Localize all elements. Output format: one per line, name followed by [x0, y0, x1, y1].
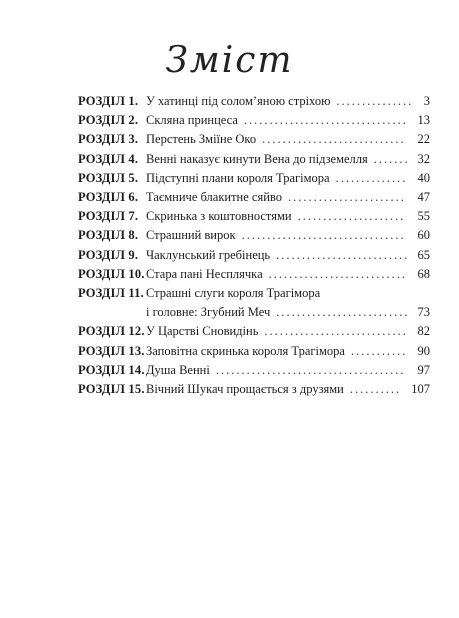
- page-number: 73: [417, 305, 430, 320]
- leader-dots: ..........................: [276, 305, 410, 320]
- leader-dots: .....................................: [215, 362, 406, 377]
- chapter-label: РОЗДІЛ 1.: [78, 94, 139, 108]
- page-number: 90: [417, 343, 430, 358]
- page-number: 22: [417, 132, 430, 147]
- chapter-label: РОЗДІЛ 14.: [78, 362, 145, 377]
- page-number: 68: [417, 266, 430, 281]
- chapter-title: Венні наказує кинути Вена до підземелля: [146, 151, 368, 166]
- page-number: 107: [411, 382, 430, 396]
- toc-entry[interactable]: [78, 207, 430, 226]
- page-number: 55: [417, 209, 430, 224]
- chapter-title: Скляна принцеса: [146, 113, 238, 128]
- chapter-title: Чаклунський гребінець: [146, 247, 271, 262]
- toc-entry[interactable]: [78, 92, 430, 111]
- toc-entry[interactable]: [78, 226, 430, 245]
- chapter-label: РОЗДІЛ 11.: [78, 286, 144, 300]
- toc-entry[interactable]: [78, 322, 430, 341]
- leader-dots: .....................: [297, 209, 406, 224]
- leader-dots: ..............: [335, 170, 408, 185]
- leader-dots: ..........................: [276, 247, 410, 262]
- chapter-label: РОЗДІЛ 3.: [78, 132, 139, 147]
- chapter-title: Душа Венні: [146, 362, 210, 377]
- page-number: 47: [417, 190, 430, 204]
- toc-entry[interactable]: [78, 265, 430, 284]
- toc-entry[interactable]: [78, 342, 430, 361]
- toc-entry[interactable]: [78, 130, 430, 149]
- chapter-title: Страшний вирок: [146, 228, 236, 243]
- page-number: 3: [423, 94, 430, 108]
- toc-entry[interactable]: [78, 188, 430, 207]
- leader-dots: ............................: [262, 132, 406, 147]
- page-number: 32: [417, 151, 430, 166]
- chapter-title: Вічний Шукач прощається з друзями: [146, 382, 344, 396]
- chapter-label: РОЗДІЛ 13.: [78, 343, 145, 358]
- leader-dots: ..........: [349, 382, 402, 396]
- page-number: 60: [417, 228, 430, 243]
- chapter-title: Стара пані Несплячка: [146, 266, 263, 281]
- toc-entry[interactable]: [78, 380, 430, 399]
- chapter-label: РОЗДІЛ 9.: [78, 247, 139, 262]
- chapter-title: Заповітна скринька короля Трагімора: [146, 343, 345, 358]
- leader-dots: ...........................: [268, 266, 407, 281]
- chapter-title: У хатинці під солом’яною стріхою: [146, 94, 331, 108]
- chapter-title: Скринька з коштовностями: [146, 209, 292, 224]
- chapter-title-continued: і головне: Згубний Меч: [146, 305, 271, 320]
- page-number: 97: [417, 362, 430, 377]
- leader-dots: ...........: [350, 343, 408, 358]
- chapter-label: РОЗДІЛ 5.: [78, 170, 139, 185]
- page-number: 82: [417, 324, 430, 339]
- chapter-title: У Царстві Сновидінь: [146, 324, 259, 339]
- chapter-title: Перстень Зміїне Око: [146, 132, 257, 147]
- leader-dots: ................................: [241, 228, 406, 243]
- leader-dots: ................................: [243, 113, 408, 128]
- leader-dots: .......: [373, 151, 410, 166]
- toc-entry[interactable]: [78, 150, 430, 169]
- toc-entry[interactable]: [78, 246, 430, 265]
- chapter-title: Підступні плани короля Трагімора: [146, 170, 330, 185]
- chapter-label: РОЗДІЛ 2.: [78, 113, 139, 128]
- page-number: 13: [417, 113, 430, 128]
- chapter-label: РОЗДІЛ 7.: [78, 209, 139, 224]
- leader-dots: ............................: [264, 324, 408, 339]
- chapter-label: РОЗДІЛ 8.: [78, 228, 139, 243]
- toc-entry[interactable]: [78, 169, 430, 188]
- leader-dots: .......................: [287, 190, 406, 204]
- toc-entry-continuation[interactable]: [78, 303, 430, 322]
- toc-entry[interactable]: [78, 284, 430, 303]
- chapter-label: РОЗДІЛ 15.: [78, 382, 145, 396]
- chapter-label: РОЗДІЛ 12.: [78, 324, 145, 339]
- toc-entry[interactable]: [78, 361, 430, 380]
- page-number: 40: [417, 170, 430, 185]
- chapter-label: РОЗДІЛ 4.: [78, 151, 139, 166]
- chapter-title: Страшні слуги короля Трагімора: [146, 286, 321, 300]
- toc-entry[interactable]: [78, 111, 430, 130]
- leader-dots: ...............: [336, 94, 414, 108]
- chapter-label: РОЗДІЛ 6.: [78, 190, 139, 204]
- chapter-label: РОЗДІЛ 10.: [78, 266, 145, 281]
- page-number: 65: [417, 247, 430, 262]
- chapter-title: Таємниче блакитне сяйво: [146, 190, 282, 204]
- page-title: Зміст: [165, 40, 294, 81]
